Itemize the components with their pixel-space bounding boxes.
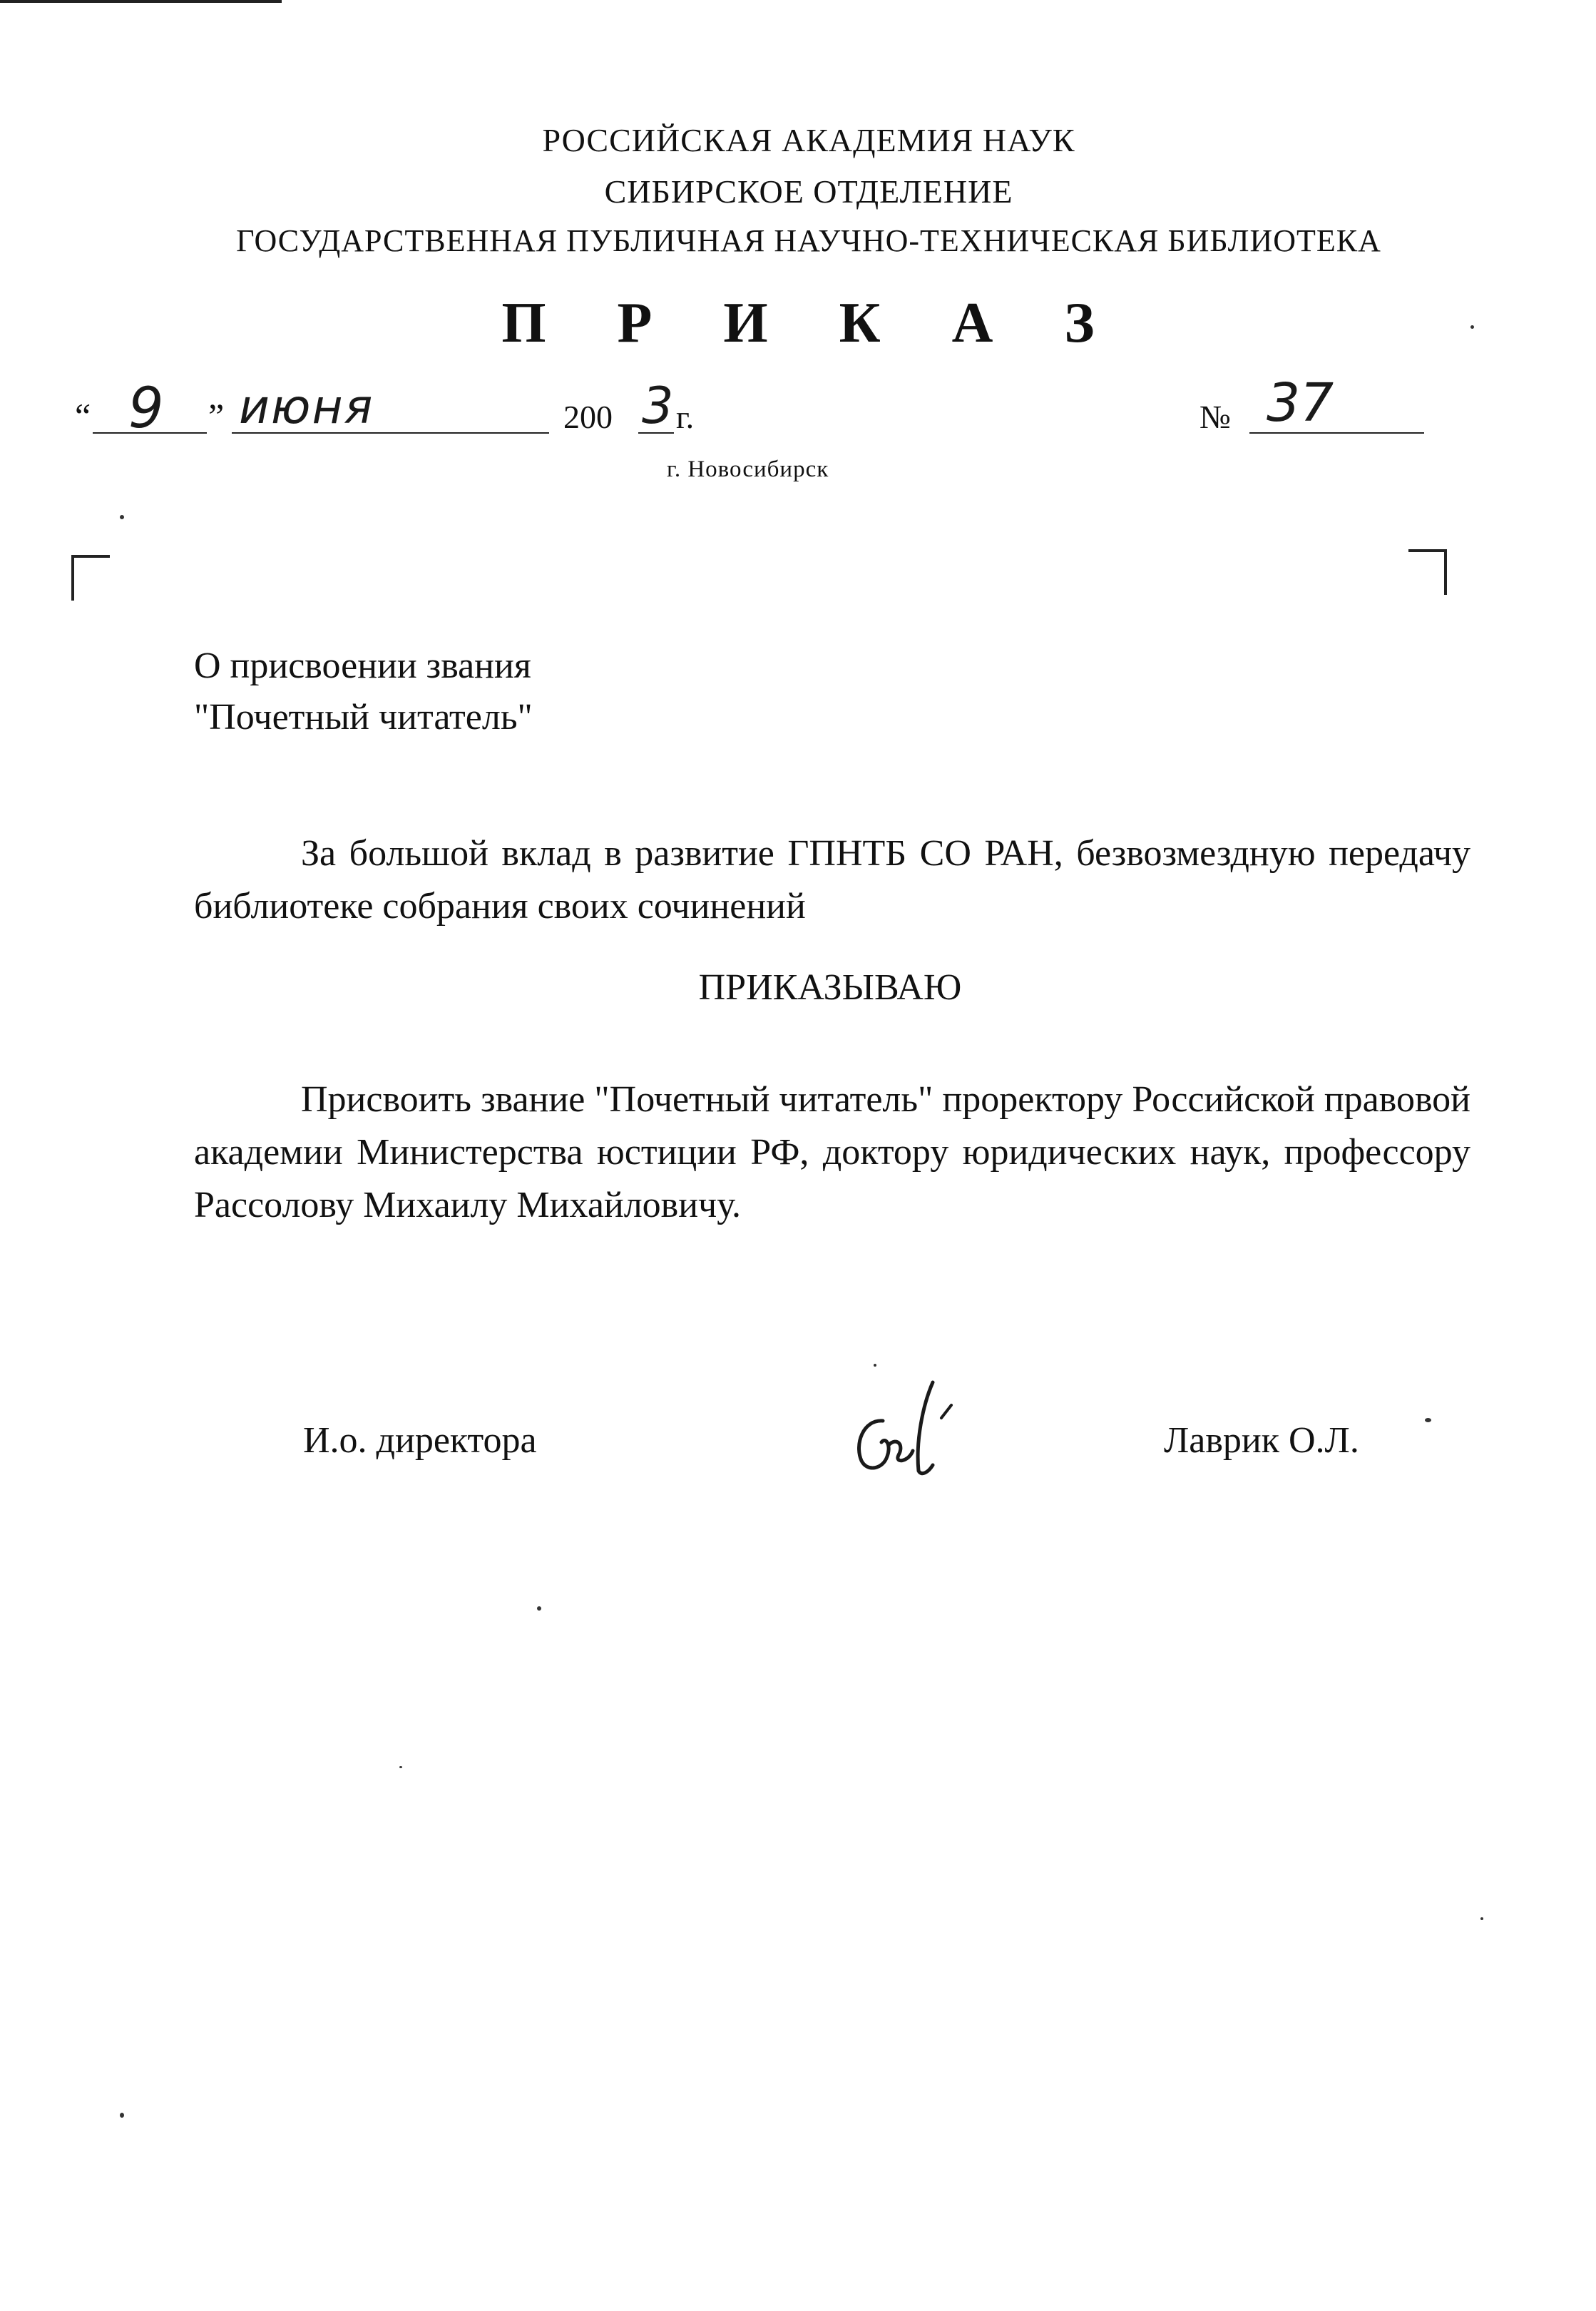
day-handwritten: 9 [128, 377, 164, 441]
right-corner-mark [1408, 549, 1447, 595]
scan-speck [120, 2113, 124, 2118]
number-handwritten: 37 [1267, 372, 1334, 434]
document-title: П Р И К А З [501, 292, 1123, 354]
left-corner-mark [71, 555, 110, 601]
handwritten-signature [842, 1377, 977, 1491]
scan-speck [399, 1766, 402, 1768]
date-open-quote: “ [75, 396, 91, 436]
city-line: г. Новосибирск [667, 456, 829, 482]
scan-speck [537, 1606, 541, 1611]
year-suffix: г. [676, 399, 695, 435]
signer-name: Лаврик О.Л. [1164, 1420, 1359, 1461]
subject-line-1: О присвоении звания [194, 646, 531, 686]
order-word: ПРИКАЗЫВАЮ [698, 967, 962, 1008]
month-handwritten: июня [239, 379, 374, 434]
header-academy: РОССИЙСКАЯ АКАДЕМИЯ НАУК [542, 122, 1075, 158]
scan-speck [1480, 1917, 1483, 1920]
scan-speck [1470, 325, 1474, 329]
order-paragraph: Присвоить звание "Почетный читатель" проректору Российской правовой академии Министерства юстиции РФ, доктору юридических наук, профессору Рассолову Михаилу Михайловичу. [194, 1079, 1470, 1225]
signer-position: И.о. директора [303, 1420, 537, 1461]
scan-speck [120, 515, 124, 519]
scan-speck [1425, 1418, 1431, 1422]
header-branch: СИБИРСКОЕ ОТДЕЛЕНИЕ [604, 173, 1013, 210]
signature-row [0, 1398, 1596, 1498]
year-prefix: 200 [563, 399, 613, 435]
subject-line-2: "Почетный читатель" [194, 697, 533, 738]
reason-paragraph: За большой вклад в развитие ГПНТБ СО РАН, безвозмездную передачу библиотеке собрания своих сочинений [194, 833, 1470, 927]
year-digit-handwritten: 3 [642, 377, 674, 435]
order-subject [194, 641, 533, 743]
top-edge-rule [0, 0, 282, 3]
header-library: ГОСУДАРСТВЕННАЯ ПУБЛИЧНАЯ НАУЧНО-ТЕХНИЧЕСКАЯ БИБЛИОТЕКА [236, 223, 1381, 258]
scan-speck [874, 1364, 876, 1367]
date-number-row [0, 371, 1596, 442]
date-close-quote: ” [208, 396, 225, 436]
number-label: № [1199, 399, 1231, 435]
